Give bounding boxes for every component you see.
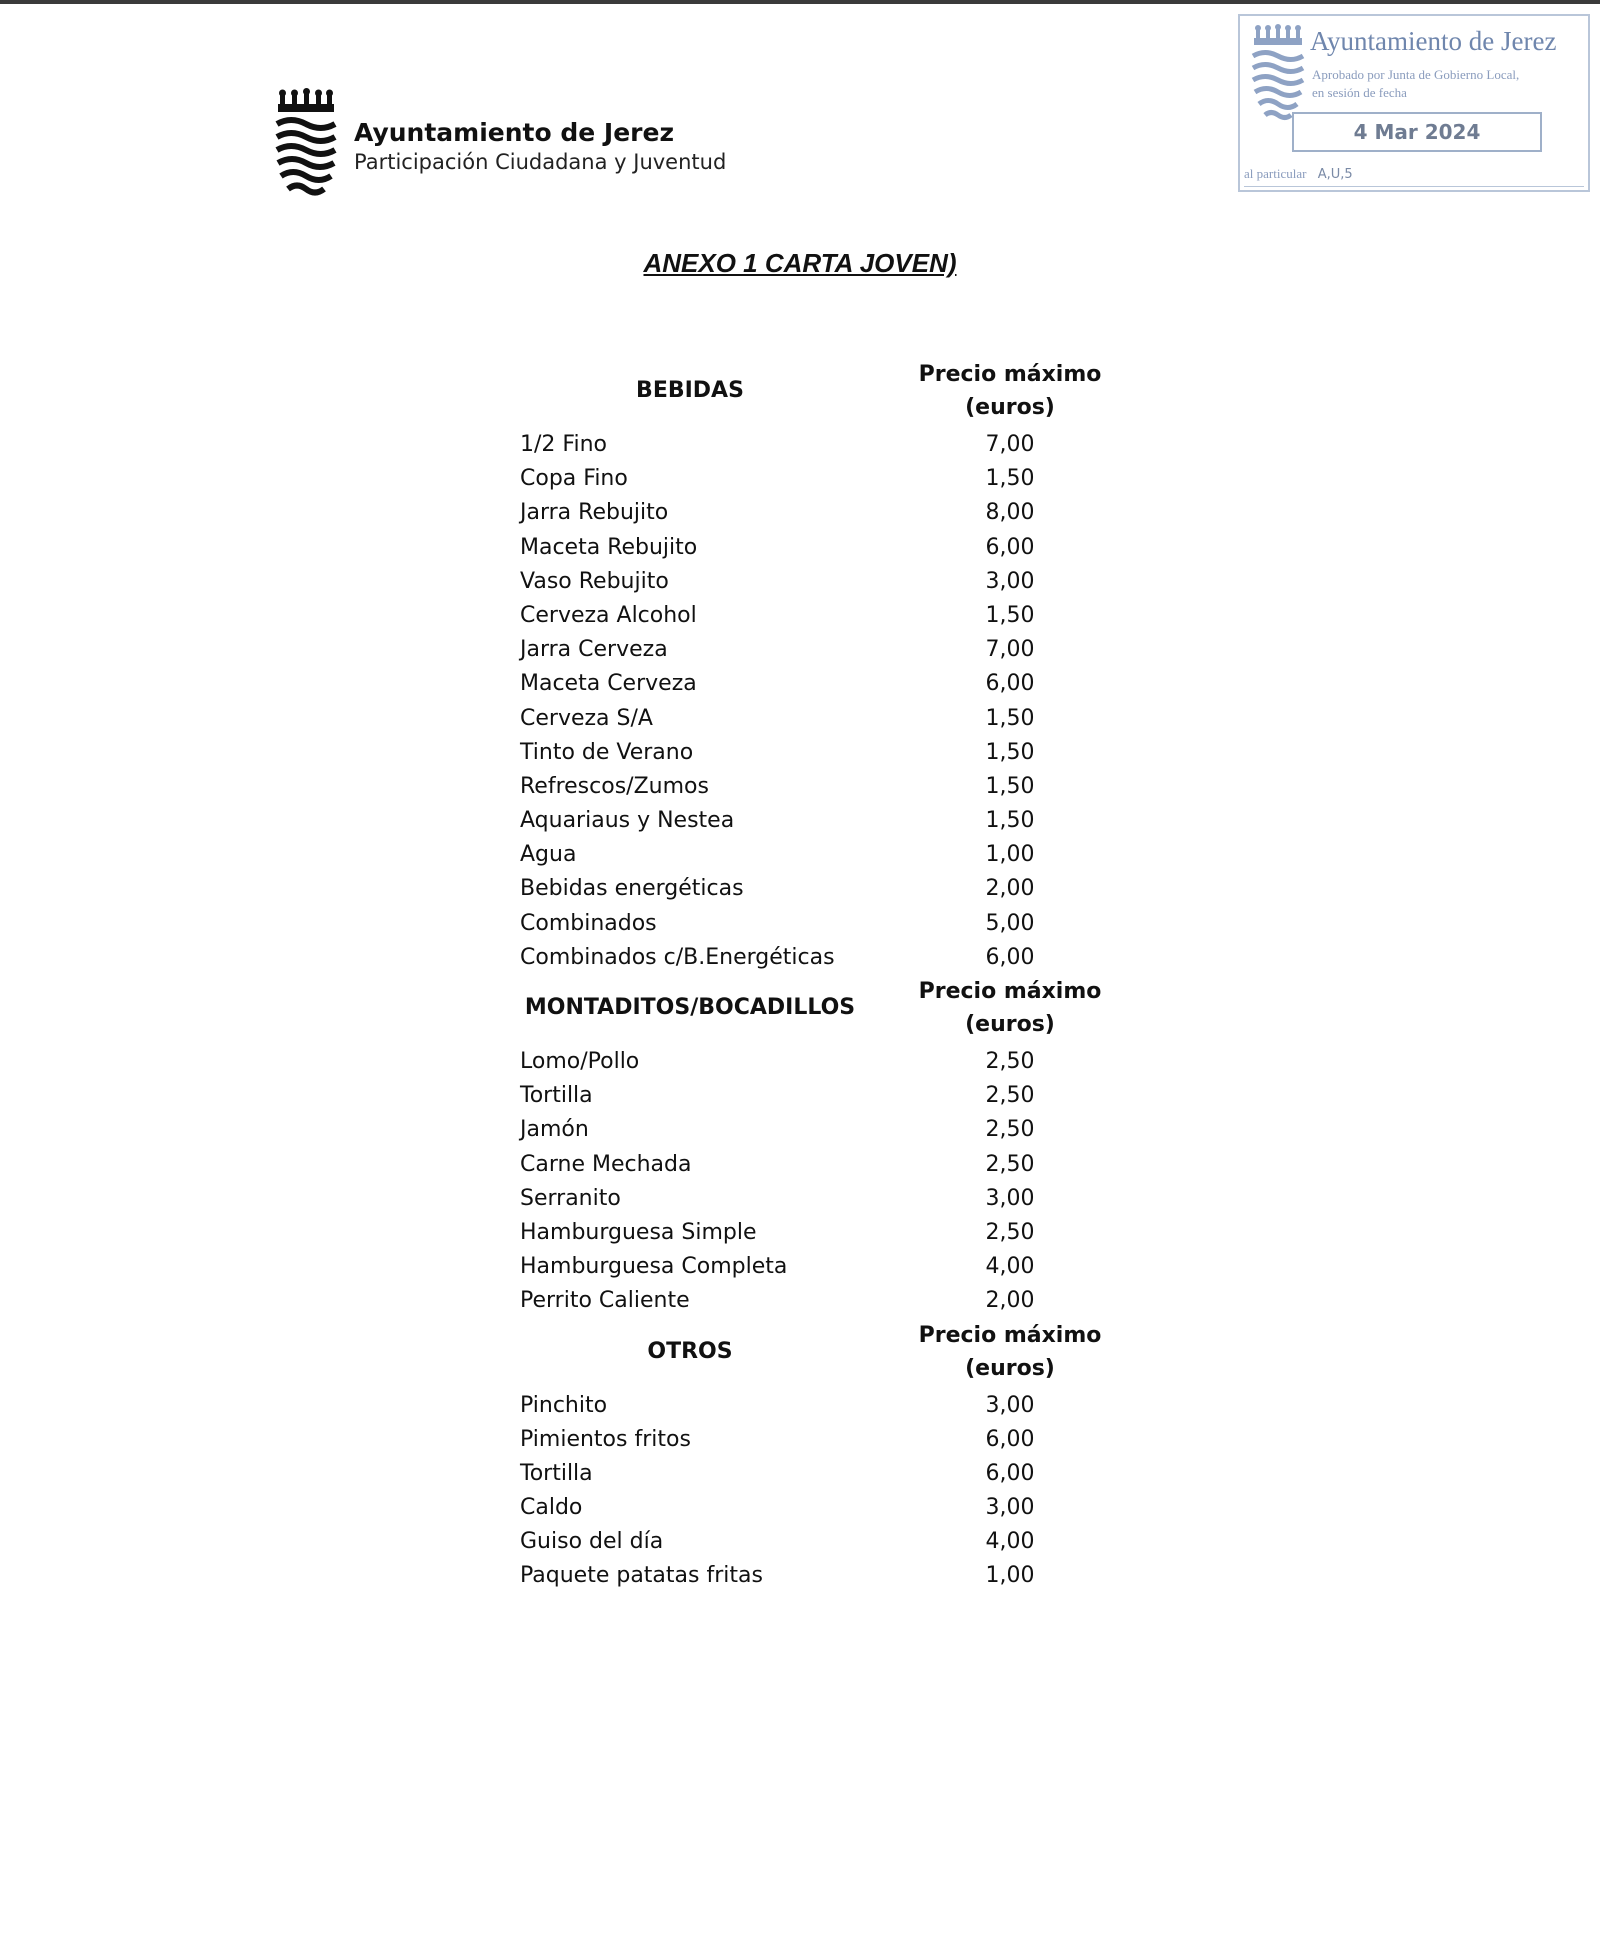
item-price: 6,00 — [985, 1460, 1035, 1486]
price-row — [520, 907, 1080, 941]
price-column-header-line-1: Precio máximo — [918, 979, 1102, 1004]
letterhead-subtitle: Participación Ciudadana y Juventud — [354, 150, 727, 174]
item-price: 4,00 — [985, 1254, 1035, 1280]
item-price: 2,00 — [985, 876, 1035, 902]
item-name: Tinto de Verano — [520, 739, 694, 765]
item-price: 2,50 — [985, 1219, 1035, 1245]
section-header — [520, 975, 1102, 1045]
item-name: Bebidas energéticas — [520, 876, 744, 902]
price-row — [520, 462, 1080, 496]
stamp-divider — [1244, 186, 1584, 187]
item-name: Combinados c/B.Energéticas — [520, 944, 835, 970]
approval-stamp — [1238, 14, 1590, 192]
price-row — [520, 599, 1080, 633]
item-name: Copa Fino — [520, 466, 628, 492]
price-row — [520, 1457, 1080, 1491]
stamp-approval-line-2: en sesión de fecha — [1312, 85, 1407, 100]
letterhead-title: Ayuntamiento de Jerez — [354, 118, 675, 147]
item-price: 6,00 — [985, 944, 1035, 970]
item-name: Tortilla — [520, 1083, 593, 1109]
item-name: Tortilla — [520, 1460, 593, 1486]
price-column-header — [860, 975, 1160, 1041]
item-price: 8,00 — [985, 500, 1035, 526]
item-name: 1/2 Fino — [520, 432, 607, 457]
price-column-header-line-2: (euros) — [965, 1355, 1055, 1381]
item-name: Paquete patatas fritas — [520, 1563, 763, 1589]
document-heading: ANEXO 1 CARTA JOVEN) — [643, 248, 957, 278]
stamp-particular — [1244, 166, 1353, 182]
price-row — [520, 531, 1080, 565]
price-row — [520, 1079, 1080, 1113]
price-row — [520, 1559, 1080, 1593]
price-row — [520, 1250, 1080, 1284]
item-name: Aquariaus y Nestea — [520, 808, 735, 834]
item-price: 3,00 — [985, 1185, 1035, 1211]
item-price: 1,50 — [985, 808, 1035, 834]
price-row — [520, 1148, 1080, 1182]
item-price: 5,00 — [985, 910, 1035, 936]
section-title: BEBIDAS — [636, 378, 744, 403]
price-list — [520, 358, 1102, 1594]
item-price: 2,50 — [985, 1151, 1035, 1177]
price-row — [520, 1045, 1080, 1079]
item-name: Jamón — [520, 1117, 589, 1143]
price-row — [520, 1113, 1080, 1147]
price-column-header — [860, 1319, 1160, 1385]
item-price: 4,00 — [985, 1529, 1035, 1555]
item-price: 6,00 — [985, 671, 1035, 697]
item-name: Maceta Cerveza — [520, 671, 697, 697]
price-row — [520, 702, 1080, 736]
item-name: Perrito Caliente — [520, 1288, 690, 1314]
item-name: Jarra Rebujito — [520, 500, 669, 526]
item-price: 1,50 — [985, 466, 1035, 492]
price-column-header-line-1: Precio máximo — [918, 1322, 1102, 1348]
item-price: 3,00 — [985, 1495, 1035, 1521]
item-price: 7,00 — [985, 637, 1035, 663]
item-price: 6,00 — [985, 534, 1035, 560]
item-price: 6,00 — [985, 1426, 1035, 1452]
item-name: Serranito — [520, 1185, 621, 1211]
item-price: 7,00 — [985, 432, 1035, 457]
item-price: 1,50 — [985, 602, 1035, 628]
price-row — [520, 1284, 1080, 1318]
price-row — [520, 872, 1080, 906]
price-row — [520, 1525, 1080, 1559]
price-row — [520, 1182, 1080, 1216]
item-name: Pinchito — [520, 1392, 608, 1418]
stamp-approval-text — [1312, 66, 1584, 102]
section-title: MONTADITOS/BOCADILLOS — [524, 995, 856, 1020]
item-name: Cerveza Alcohol — [520, 602, 697, 628]
top-border — [0, 0, 1600, 4]
price-row — [520, 565, 1080, 599]
price-row — [520, 667, 1080, 701]
item-name: Jarra Cerveza — [520, 637, 668, 663]
price-row — [520, 428, 1080, 462]
item-name: Hamburguesa Simple — [520, 1219, 757, 1245]
item-name: Agua — [520, 842, 577, 868]
item-price: 2,50 — [985, 1117, 1035, 1143]
item-price: 1,50 — [985, 773, 1035, 799]
price-row — [520, 1389, 1080, 1423]
section-title: OTROS — [647, 1338, 733, 1364]
item-price: 1,00 — [985, 1563, 1035, 1589]
price-row — [520, 1491, 1080, 1525]
item-price: 2,00 — [985, 1288, 1035, 1314]
item-price: 2,50 — [985, 1049, 1035, 1074]
item-name: Refrescos/Zumos — [520, 773, 709, 799]
item-price: 3,00 — [985, 568, 1035, 594]
letterhead — [272, 88, 772, 200]
stamp-particular-value: A,U,5 — [1317, 167, 1353, 182]
stamp-date: 4 Mar 2024 — [1292, 112, 1542, 152]
item-name: Cerveza S/A — [520, 705, 653, 731]
price-row — [520, 736, 1080, 770]
price-column-header-line-2: (euros) — [965, 1012, 1055, 1037]
stamp-particular-label: al particular — [1244, 166, 1307, 181]
item-name: Caldo — [520, 1495, 583, 1521]
price-row — [520, 1423, 1080, 1457]
item-price: 1,50 — [985, 705, 1035, 731]
price-row — [520, 633, 1080, 667]
stamp-coat-of-arms-icon — [1250, 24, 1306, 124]
price-row — [520, 770, 1080, 804]
item-name: Vaso Rebujito — [520, 568, 669, 594]
item-price: 1,50 — [985, 739, 1035, 765]
price-column-header — [860, 358, 1160, 424]
item-price: 1,00 — [985, 842, 1035, 868]
item-name: Hamburguesa Completa — [520, 1254, 788, 1280]
item-price: 2,50 — [985, 1083, 1035, 1109]
item-name: Maceta Rebujito — [520, 534, 698, 560]
item-name: Lomo/Pollo — [520, 1049, 640, 1074]
price-row — [520, 1216, 1080, 1250]
section-header — [520, 1319, 1102, 1389]
price-row — [520, 838, 1080, 872]
price-column-header-line-1: Precio máximo — [918, 362, 1102, 387]
stamp-approval-line-1: Aprobado por Junta de Gobierno Local, — [1312, 67, 1520, 82]
item-name: Carne Mechada — [520, 1151, 692, 1177]
item-price: 3,00 — [985, 1392, 1035, 1418]
price-row — [520, 941, 1080, 975]
item-name: Combinados — [520, 910, 657, 936]
item-name: Pimientos fritos — [520, 1426, 691, 1452]
price-row — [520, 496, 1080, 530]
coat-of-arms-icon — [272, 88, 340, 200]
item-name: Guiso del día — [520, 1529, 664, 1555]
stamp-title: Ayuntamiento de Jerez — [1310, 26, 1557, 56]
price-column-header-line-2: (euros) — [965, 395, 1055, 420]
section-header — [520, 358, 1102, 428]
price-row — [520, 804, 1080, 838]
